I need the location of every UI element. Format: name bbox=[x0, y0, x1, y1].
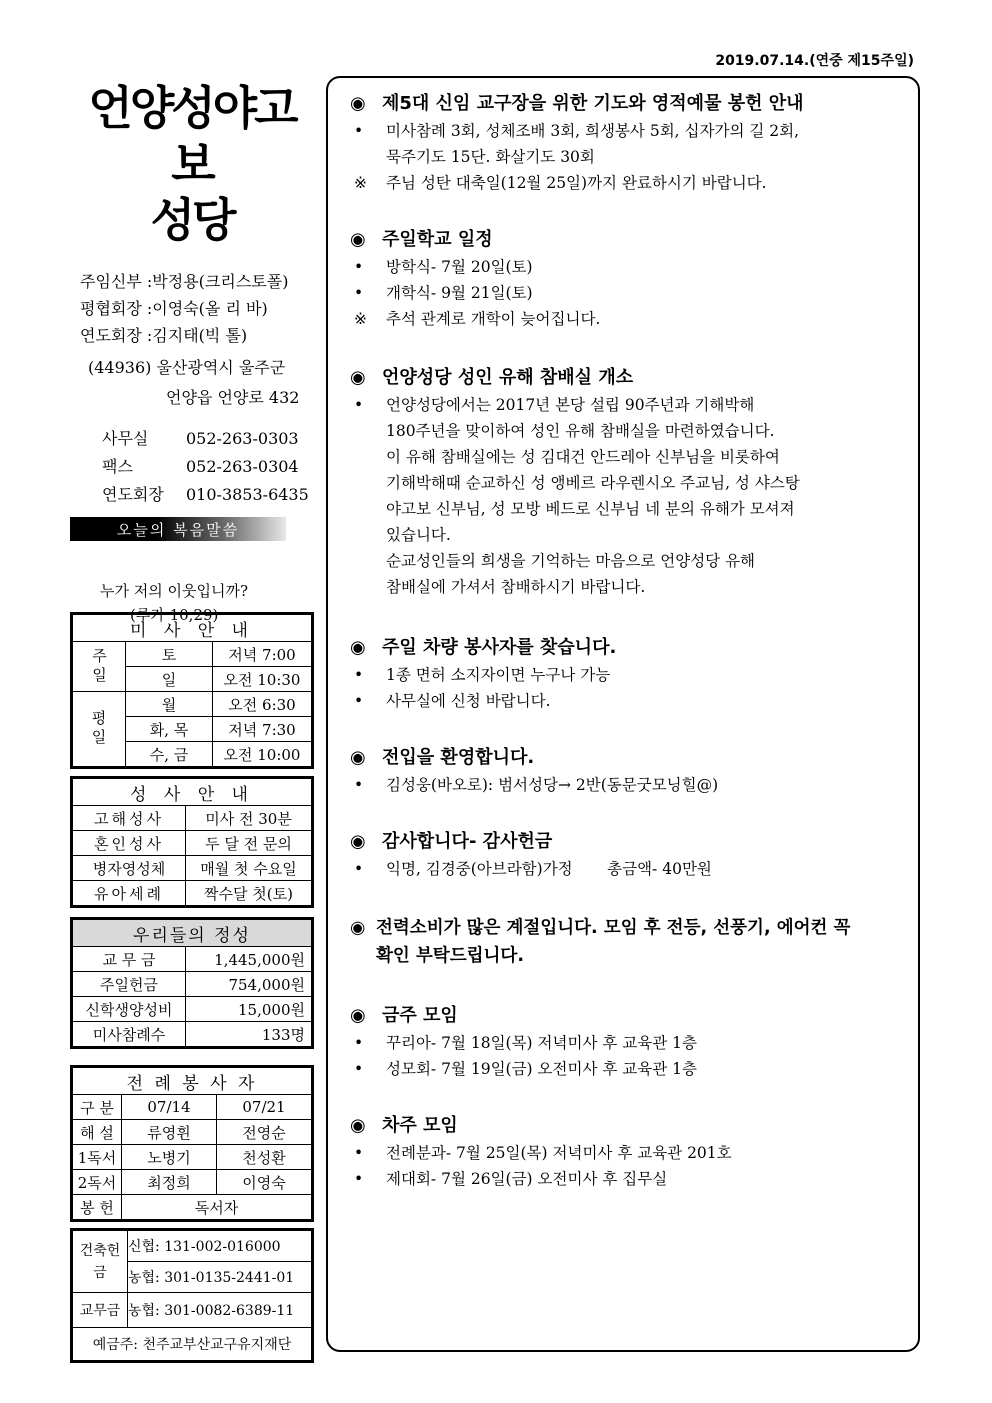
liturgy-head: 07/14 bbox=[122, 1095, 217, 1120]
notice-item-continued: 참배실에 가셔서 참배하시기 바랍니다. bbox=[386, 578, 646, 596]
notice-bishop-prayer bbox=[350, 90, 904, 196]
notice-title-continued: 확인 부탁드립니다. bbox=[376, 946, 524, 966]
tithe-label: 교무금 bbox=[73, 1293, 128, 1328]
gospel-heading: 오늘의 복음말씀 bbox=[70, 517, 286, 541]
bullet-icon: • bbox=[354, 1170, 364, 1188]
notice-welcome bbox=[350, 744, 904, 798]
gospel-ref: (루카 10,29) bbox=[130, 606, 219, 624]
bullet-icon: • bbox=[354, 776, 364, 794]
bullet-icon: • bbox=[354, 1060, 364, 1078]
sacrament-info: 매월 첫 수요일 bbox=[186, 856, 312, 881]
notice-item: 언양성당에서는 2017년 본당 설립 90주년과 기해박해 bbox=[386, 396, 755, 414]
mass-day: 수, 금 bbox=[126, 742, 213, 767]
sacrament-info: 미사 전 30분 bbox=[186, 806, 312, 831]
sunday-label: 주일 bbox=[73, 642, 126, 692]
offering-name: 주일헌금 bbox=[73, 972, 186, 997]
liturgy-head: 구 분 bbox=[73, 1095, 122, 1120]
notice-title: 감사합니다- 감사헌금 bbox=[382, 831, 553, 852]
notice-title: 주일학교 일정 bbox=[382, 229, 493, 250]
bullet-icon: • bbox=[354, 692, 364, 710]
offering-name: 교 무 금 bbox=[73, 947, 186, 972]
liturgy-person: 최정희 bbox=[122, 1170, 217, 1195]
notice-item-continued: 묵주기도 15단. 화살기도 30회 bbox=[386, 148, 595, 166]
offering-value: 1,445,000원 bbox=[186, 947, 312, 972]
liturgy-person: 류영휜 bbox=[122, 1120, 217, 1145]
liturgy-person: 이영숙 bbox=[217, 1170, 312, 1195]
notice-note: 추석 관계로 개학이 늦어집니다. bbox=[386, 310, 601, 328]
notice-mark-icon: ◉ bbox=[350, 1005, 366, 1026]
notice-title: 주일 차량 봉사자를 찾습니다. bbox=[382, 637, 617, 658]
notice-mark-icon: ◉ bbox=[350, 1115, 366, 1136]
notice-mark-icon: ◉ bbox=[350, 229, 366, 250]
mass-day: 화, 목 bbox=[126, 717, 213, 742]
contact-fax: 팩스 052-263-0304 bbox=[102, 457, 299, 476]
bullet-icon: • bbox=[354, 1034, 364, 1052]
notice-item: 미사참례 3회, 성체조배 3회, 희생봉사 5회, 십자가의 길 2회, bbox=[386, 122, 800, 140]
sacrament-info: 두 달 전 문의 bbox=[186, 831, 312, 856]
notice-next-week-meetings bbox=[350, 1112, 904, 1192]
sacrament-name: 병자영성체 bbox=[73, 856, 186, 881]
notice-mark-icon: ◉ bbox=[350, 93, 366, 114]
notice-item: 성모회- 7월 19일(금) 오전미사 후 교육관 1층 bbox=[386, 1060, 697, 1078]
liturgy-role: 봉 헌 bbox=[73, 1195, 122, 1220]
parish-title bbox=[70, 80, 314, 248]
bullet-icon: • bbox=[354, 1144, 364, 1162]
sacrament-name: 유아세례 bbox=[73, 881, 186, 906]
notice-item: 사무실에 신청 바랍니다. bbox=[386, 692, 551, 710]
notice-item: 익명, 김경중(아브라함)가정 총금액- 40만원 bbox=[386, 860, 712, 878]
mass-day: 월 bbox=[126, 692, 213, 717]
liturgy-head: 07/21 bbox=[217, 1095, 312, 1120]
left-column bbox=[70, 80, 314, 627]
offerings-table bbox=[70, 917, 314, 1049]
liturgy-offering: 독서자 bbox=[122, 1195, 312, 1220]
building-fund-label: 건축헌금 bbox=[73, 1231, 128, 1293]
mass-day: 토 bbox=[126, 642, 213, 667]
notice-item: 1종 면허 소지자이면 누구나 가능 bbox=[386, 666, 611, 684]
bullet-icon: • bbox=[354, 122, 364, 140]
notice-item-continued: 이 유해 참배실에는 성 김대건 안드레아 신부님을 비롯하여 bbox=[386, 448, 780, 466]
notice-item: 제대회- 7월 26일(금) 오전미사 후 집무실 bbox=[386, 1170, 668, 1188]
contacts bbox=[70, 425, 314, 509]
offering-name: 신학생양성비 bbox=[73, 997, 186, 1022]
building-account-2: 농협: 301-0135-2441-01 bbox=[128, 1262, 312, 1293]
notice-item-continued: 기해박해때 순교하신 성 앵베르 라우렌시오 주교님, 성 샤스탕 bbox=[386, 474, 800, 492]
notice-title: 금주 모임 bbox=[382, 1005, 458, 1026]
parish-staff bbox=[70, 268, 314, 349]
mass-time: 오전 6:30 bbox=[213, 692, 312, 717]
notice-title: 언양성당 성인 유해 참배실 개소 bbox=[382, 367, 634, 388]
pastor: 주임신부 :박정용(크리스토폴) bbox=[80, 272, 289, 291]
liturgy-person: 천성환 bbox=[217, 1145, 312, 1170]
address-line2: 언양읍 언양로 432 bbox=[166, 388, 300, 407]
mass-time: 저녁 7:00 bbox=[213, 642, 312, 667]
notice-drivers-wanted bbox=[350, 634, 904, 714]
notice-item: 꾸리아- 7월 18일(목) 저녁미사 후 교육관 1층 bbox=[386, 1034, 697, 1052]
account-holder: 예금주: 천주교부산교구유지재단 bbox=[73, 1328, 312, 1361]
offerings-title: 우리들의 정성 bbox=[73, 920, 312, 947]
liturgy-servers-table bbox=[70, 1065, 314, 1222]
gospel-text: 누가 저의 이웃입니까? bbox=[100, 582, 248, 600]
sacraments-title: 성 사 안 내 bbox=[73, 779, 312, 806]
mission-head: 연도회장 :김지태(빅 톨) bbox=[80, 326, 248, 345]
notices-box bbox=[326, 76, 920, 1352]
notice-mark-icon: ◉ bbox=[350, 918, 366, 938]
tithe-account: 농협: 301-0082-6389-11 bbox=[128, 1293, 312, 1328]
bulletin-date: 2019.07.14.(연중 제15주일) bbox=[715, 53, 914, 69]
liturgy-role: 2독서 bbox=[73, 1170, 122, 1195]
address-line1: (44936) 울산광역시 울주군 bbox=[88, 358, 286, 377]
sacrament-name: 혼인성사 bbox=[73, 831, 186, 856]
notice-item-continued: 순교성인들의 희생을 기억하는 마음으로 언양성당 유해 bbox=[386, 552, 756, 570]
reference-mark-icon: ※ bbox=[354, 310, 367, 328]
notice-item: 방학식- 7월 20일(토) bbox=[386, 258, 533, 276]
notice-this-week-meetings bbox=[350, 1002, 904, 1082]
liturgy-role: 해 설 bbox=[73, 1120, 122, 1145]
notice-item-continued: 180주년을 맞이하여 성인 유해 참배실을 마련하였습니다. bbox=[386, 422, 775, 440]
parish-title-line1: 언양성야고보 bbox=[88, 81, 296, 191]
notice-note: 주님 성탄 대축일(12월 25일)까지 완료하시기 바랍니다. bbox=[386, 174, 767, 192]
notice-relic-chapel bbox=[350, 364, 904, 600]
notice-title: 제5대 신임 교구장을 위한 기도와 영적예물 봉헌 안내 bbox=[382, 93, 804, 114]
notice-mark-icon: ◉ bbox=[350, 831, 366, 852]
notice-title: 전력소비가 많은 계절입니다. 모임 후 전등, 선풍기, 에어컨 꼭 bbox=[376, 918, 851, 938]
notice-mark-icon: ◉ bbox=[350, 367, 366, 388]
notice-item-continued: 있습니다. bbox=[386, 526, 451, 544]
building-account-1: 신협: 131-002-016000 bbox=[128, 1231, 312, 1262]
liturgy-person: 전영순 bbox=[217, 1120, 312, 1145]
notice-sunday-school bbox=[350, 226, 904, 332]
notice-item: 전례분과- 7월 25일(목) 저녁미사 후 교육관 201호 bbox=[386, 1144, 732, 1162]
weekday-label: 평일 bbox=[73, 692, 126, 767]
contact-mission-head: 연도회장 010-3853-6435 bbox=[102, 485, 309, 504]
bullet-icon: • bbox=[354, 284, 364, 302]
mass-time: 저녁 7:30 bbox=[213, 717, 312, 742]
bullet-icon: • bbox=[354, 666, 364, 684]
bullet-icon: • bbox=[354, 860, 364, 878]
bullet-icon: • bbox=[354, 396, 364, 414]
offering-value: 754,000원 bbox=[186, 972, 312, 997]
contact-office: 사무실 052-263-0303 bbox=[102, 429, 299, 448]
sacrament-name: 고해성사 bbox=[73, 806, 186, 831]
address bbox=[70, 353, 314, 413]
notice-item-continued: 야고보 신부님, 성 모방 베드로 신부님 네 분의 유해가 모셔져 bbox=[386, 500, 795, 518]
mass-title: 미 사 안 내 bbox=[73, 615, 312, 642]
offering-value: 15,000원 bbox=[186, 997, 312, 1022]
bullet-icon: • bbox=[354, 258, 364, 276]
liturgy-role: 1독서 bbox=[73, 1145, 122, 1170]
notice-thanks-offering bbox=[350, 828, 904, 882]
offering-name: 미사참례수 bbox=[73, 1022, 186, 1047]
notice-power-saving bbox=[350, 914, 904, 970]
sacraments-table bbox=[70, 776, 314, 908]
accounts-table bbox=[70, 1228, 314, 1363]
mass-schedule-table bbox=[70, 612, 314, 769]
parish-title-line2: 성당 bbox=[150, 193, 234, 247]
liturgy-person: 노병기 bbox=[122, 1145, 217, 1170]
notice-mark-icon: ◉ bbox=[350, 747, 366, 768]
notice-title: 전입을 환영합니다. bbox=[382, 747, 535, 768]
sacrament-info: 짝수달 첫(토) bbox=[186, 881, 312, 906]
mass-time: 오전 10:00 bbox=[213, 742, 312, 767]
liturgy-title: 전 례 봉 사 자 bbox=[73, 1068, 312, 1095]
mass-day: 일 bbox=[126, 667, 213, 692]
notice-item: 김성웅(바오로): 범서성당→ 2반(동문굿모닝힐@) bbox=[386, 776, 719, 794]
notice-item: 개학식- 9월 21일(토) bbox=[386, 284, 533, 302]
offering-value: 133명 bbox=[186, 1022, 312, 1047]
notice-title: 차주 모임 bbox=[382, 1115, 458, 1136]
mass-time: 오전 10:30 bbox=[213, 667, 312, 692]
notice-mark-icon: ◉ bbox=[350, 637, 366, 658]
reference-mark-icon: ※ bbox=[354, 174, 367, 192]
council-head: 평협회장 :이영숙(올 리 바) bbox=[80, 299, 268, 318]
